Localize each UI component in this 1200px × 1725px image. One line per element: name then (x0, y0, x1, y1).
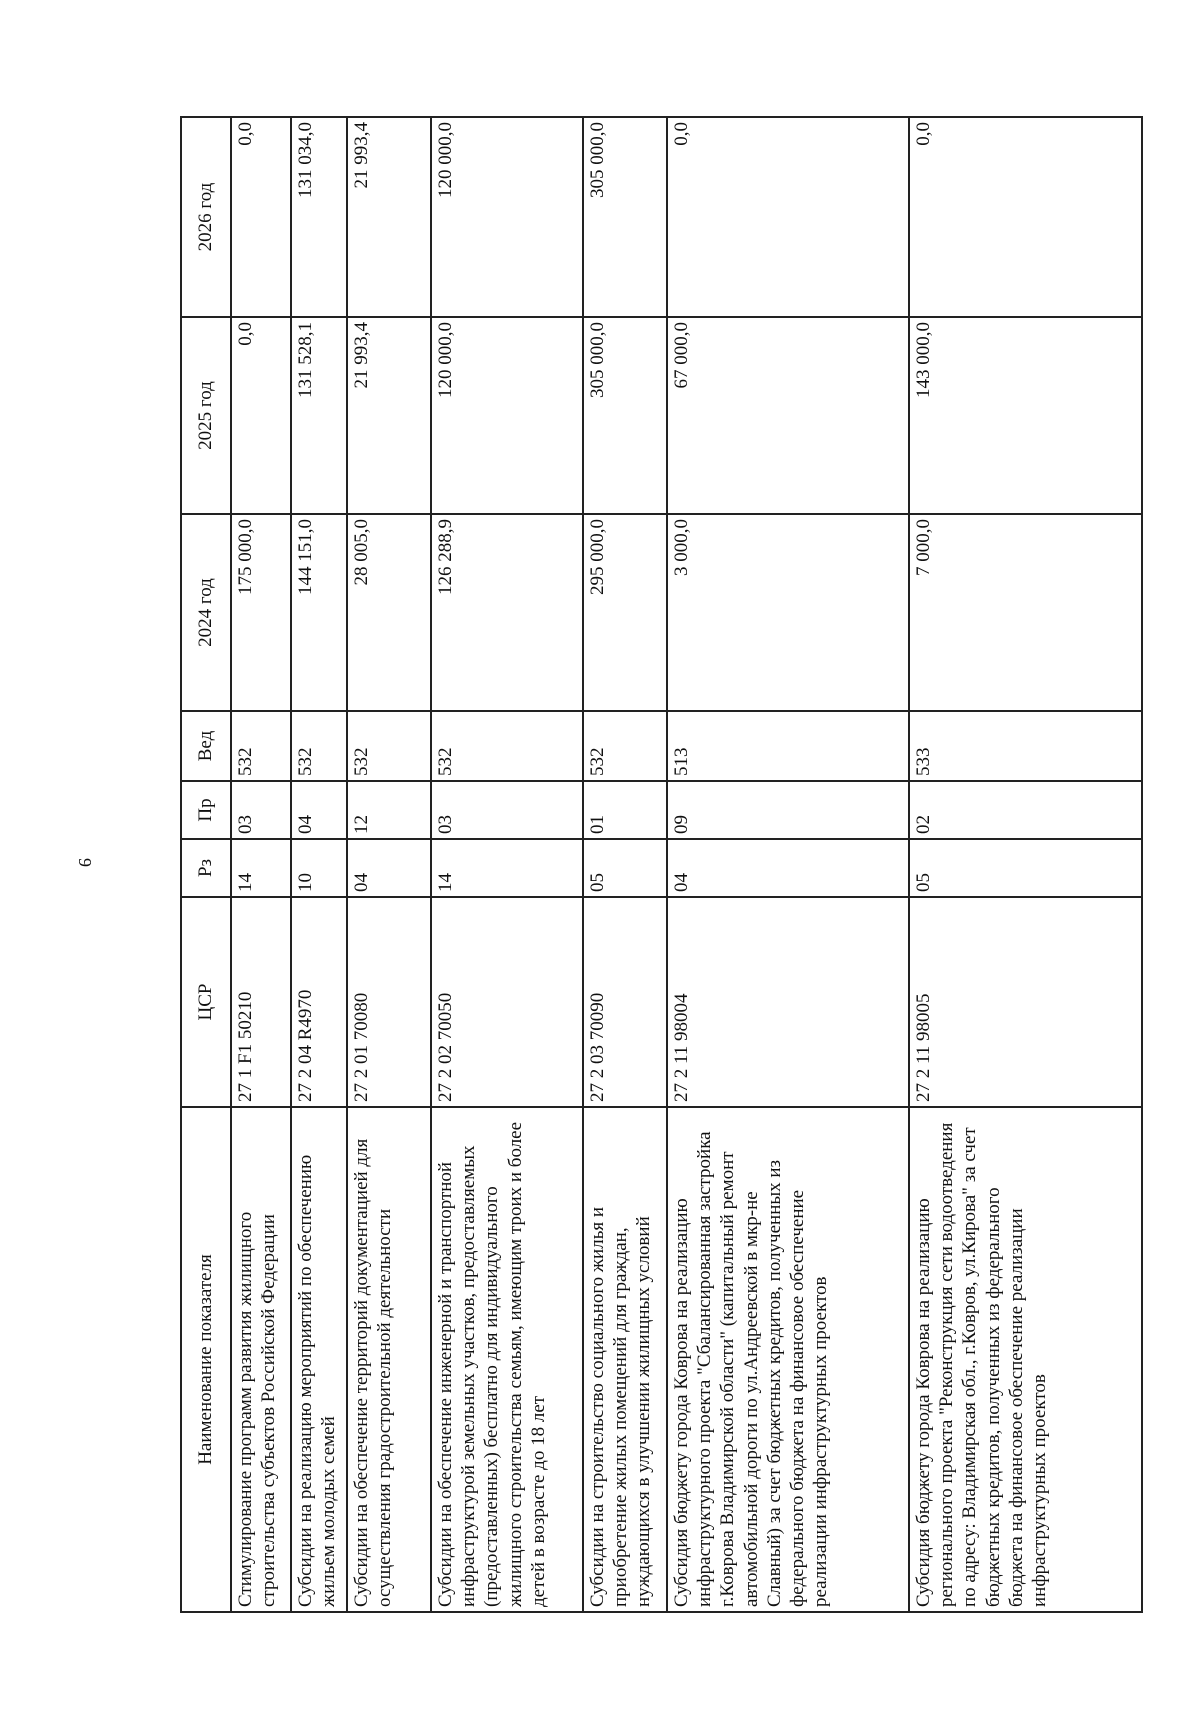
cell-2026: 0,0 (909, 117, 1142, 317)
cell-pr: 04 (291, 781, 347, 839)
cell-pr: 03 (231, 781, 291, 839)
header-ved: Вед (181, 711, 231, 781)
cell-pr: 02 (909, 781, 1142, 839)
cell-2025: 120 000,0 (431, 317, 583, 514)
cell-2025: 143 000,0 (909, 317, 1142, 514)
cell-2026: 21 993,4 (347, 117, 431, 317)
cell-csr: 27 2 11 98004 (667, 897, 909, 1107)
cell-csr: 27 1 F1 50210 (231, 897, 291, 1107)
header-2026: 2026 год (181, 117, 231, 317)
cell-2025: 305 000,0 (583, 317, 667, 514)
table-header-row (181, 117, 231, 1612)
budget-table (180, 116, 1143, 1613)
cell-rz: 14 (431, 839, 583, 897)
table-row (347, 117, 431, 1612)
cell-rz: 05 (909, 839, 1142, 897)
cell-2025: 0,0 (231, 317, 291, 514)
cell-rz: 04 (667, 839, 909, 897)
cell-rz: 10 (291, 839, 347, 897)
cell-indicator-name: Стимулирование программ развития жилищного строительства субъектов Российской Федерации (231, 1107, 291, 1612)
cell-indicator-name: Субсидия бюджету города Коврова на реализацию инфраструктурного проекта "Сбалансированная застройка г.Коврова Владимирской области" (капитальный ремонт автомобильной дороги по ул.Андреевской в мкр-не Славный) за счет бюджетных кредитов, полученных из федерального бюджета на финансовое обеспечение реализации инфраструктурных проектов (667, 1107, 909, 1612)
header-rz: Рз (181, 839, 231, 897)
table-row (431, 117, 583, 1612)
cell-2024: 175 000,0 (231, 514, 291, 711)
cell-ved: 513 (667, 711, 909, 781)
table-row (291, 117, 347, 1612)
header-2025: 2025 год (181, 317, 231, 514)
table-row (909, 117, 1142, 1612)
cell-csr: 27 2 04 R4970 (291, 897, 347, 1107)
cell-indicator-name: Субсидия бюджету города Коврова на реализацию регионального проекта "Реконструкция сети водоотведения по адресу: Владимирская обл., г.Ковров, ул.Кирова" за счет бюджетных кредитов, полученных из федерального бюджета на финансовое обеспечение реализации инфраструктурных проектов (909, 1107, 1142, 1612)
table-row (583, 117, 667, 1612)
cell-2026: 120 000,0 (431, 117, 583, 317)
cell-csr: 27 2 01 70080 (347, 897, 431, 1107)
cell-rz: 14 (231, 839, 291, 897)
cell-csr: 27 2 03 70090 (583, 897, 667, 1107)
cell-2026: 131 034,0 (291, 117, 347, 317)
cell-csr: 27 2 11 98005 (909, 897, 1142, 1107)
cell-ved: 532 (583, 711, 667, 781)
cell-2024: 126 288,9 (431, 514, 583, 711)
cell-pr: 01 (583, 781, 667, 839)
cell-pr: 09 (667, 781, 909, 839)
cell-rz: 04 (347, 839, 431, 897)
cell-2026: 0,0 (231, 117, 291, 317)
header-pr: Пр (181, 781, 231, 839)
rotated-table-container (180, 118, 1135, 1613)
cell-2025: 131 528,1 (291, 317, 347, 514)
cell-2025: 21 993,4 (347, 317, 431, 514)
table-row (231, 117, 291, 1612)
cell-2026: 305 000,0 (583, 117, 667, 317)
table-row (667, 117, 909, 1612)
cell-rz: 05 (583, 839, 667, 897)
cell-2024: 144 151,0 (291, 514, 347, 711)
cell-indicator-name: Субсидии на строительство социального жилья и приобретение жилых помещений для граждан, нуждающихся в улучшении жилищных условий (583, 1107, 667, 1612)
cell-indicator-name: Субсидии на реализацию мероприятий по обеспечению жильем молодых семей (291, 1107, 347, 1612)
cell-2024: 7 000,0 (909, 514, 1142, 711)
cell-csr: 27 2 02 70050 (431, 897, 583, 1107)
cell-2024: 28 005,0 (347, 514, 431, 711)
header-2024: 2024 год (181, 514, 231, 711)
cell-2025: 67 000,0 (667, 317, 909, 514)
header-indicator-name: Наименование показателя (181, 1107, 231, 1612)
cell-indicator-name: Субсидии на обеспечение инженерной и транспортной инфраструктурой земельных участков, предоставляемых (предоставленных) бесплатно для индивидуального жилищного строительства семьям, имеющим троих и более детей в возрасте до 18 лет (431, 1107, 583, 1612)
cell-ved: 532 (431, 711, 583, 781)
cell-ved: 532 (347, 711, 431, 781)
cell-pr: 12 (347, 781, 431, 839)
cell-2024: 295 000,0 (583, 514, 667, 711)
header-csr: ЦСР (181, 897, 231, 1107)
cell-pr: 03 (431, 781, 583, 839)
page-number: 9 (75, 858, 95, 867)
cell-ved: 532 (291, 711, 347, 781)
cell-ved: 533 (909, 711, 1142, 781)
cell-2026: 0,0 (667, 117, 909, 317)
cell-indicator-name: Субсидии на обеспечение территорий документацией для осуществления градостроительной деятельности (347, 1107, 431, 1612)
cell-2024: 3 000,0 (667, 514, 909, 711)
cell-ved: 532 (231, 711, 291, 781)
